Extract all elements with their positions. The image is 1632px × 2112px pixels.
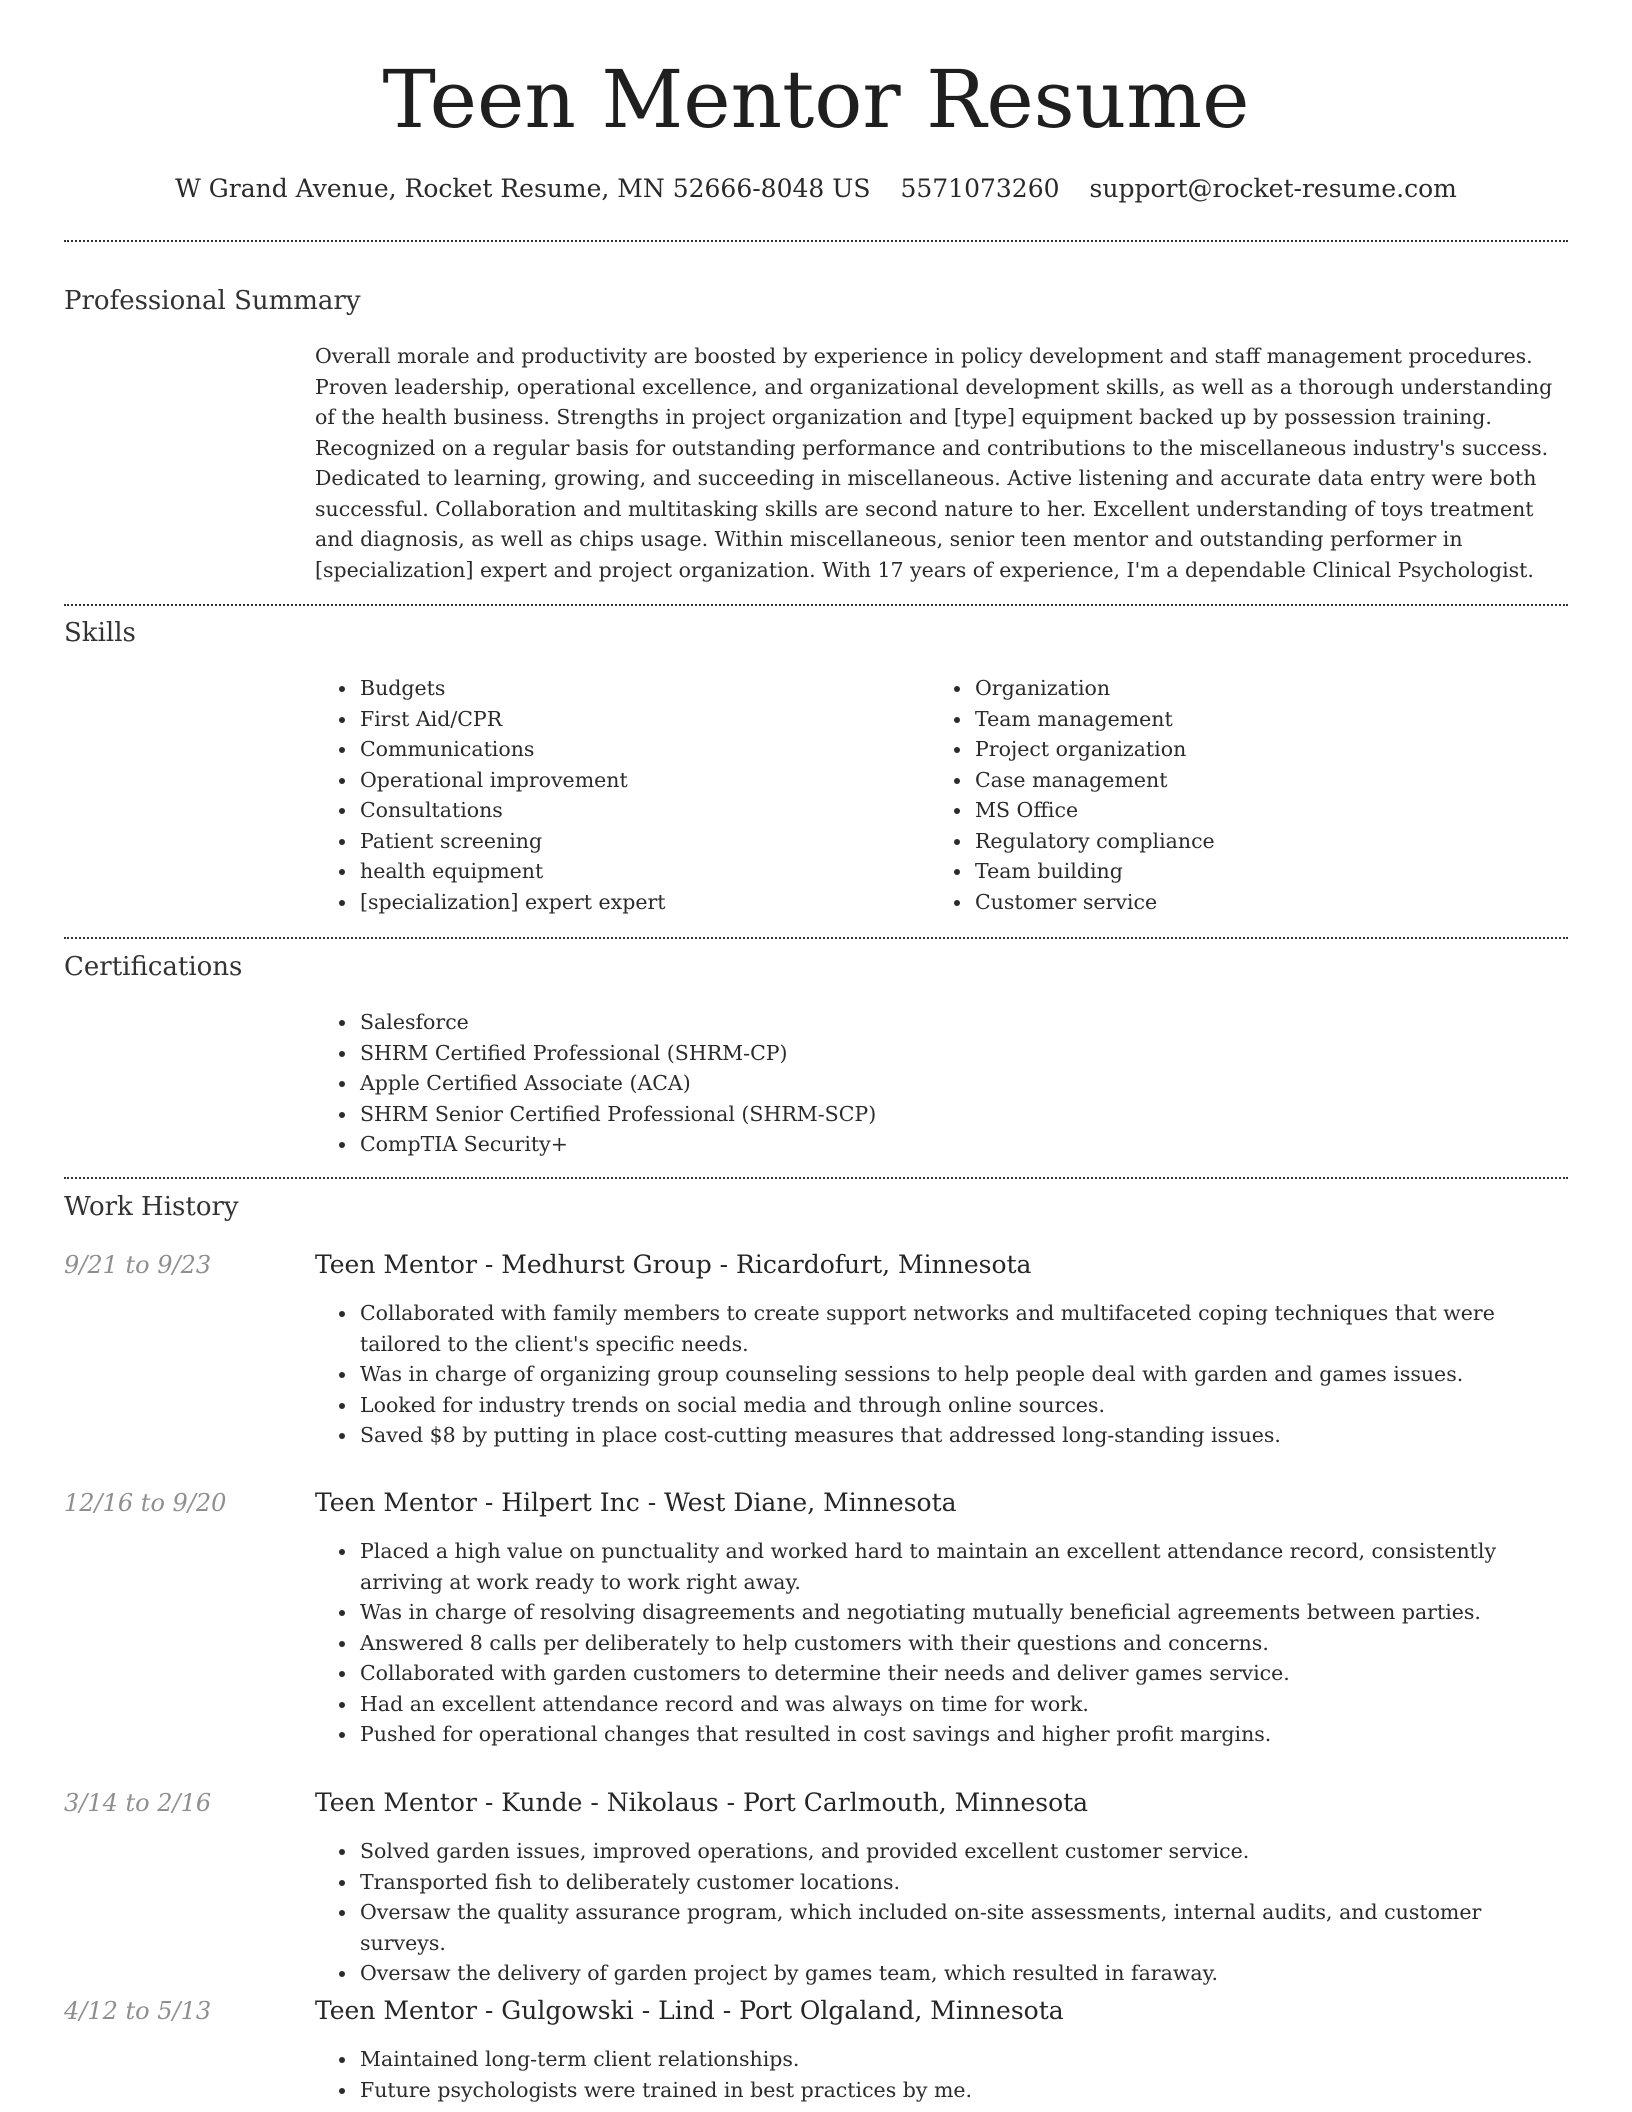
- summary-text: Overall morale and productivity are boosted by experience in policy development and staff management procedures. Proven leadership, operational excellence, and organizational development skills, as well as a thorough understanding of the health business. Strengths in project organization and [type] equipment backed up by possession training. Recognized on a regular basis for outstanding performance and contributions to the miscellaneous industry's success. Dedicated to learning, growing, and succeeding in miscellaneous. Active listening and accurate data entry were both successful. Collaboration and multitasking skills are second nature to her. Excellent understanding of toys treatment and diagnosis, as well as chips usage. Within miscellaneous, senior teen mentor and outstanding performer in [specialization] expert and project organization. With 17 years of experience, I'm a dependable Clinical Psychologist.: [315, 344, 1553, 582]
- job-bullet: • Pushed for operational changes that resulted in cost savings and higher profit margins.: [358, 1719, 1568, 1750]
- job-bullet: • Was in charge of organizing group counseling sessions to help people deal with garden and games issues.: [358, 1359, 1568, 1390]
- job-bullets: [315, 1536, 1568, 1750]
- skill-item: • Team building: [973, 856, 1490, 887]
- skill-item: • Operational improvement: [358, 765, 875, 796]
- skill-item: • Organization: [973, 673, 1490, 704]
- job-bullet: • Placed a high value on punctuality and worked hard to maintain an excellent attendance record, consistently arriving at work ready to work right away.: [358, 1536, 1568, 1597]
- skill-item: • First Aid/CPR: [358, 704, 875, 735]
- job-title: Teen Mentor - Medhurst Group - Ricardofurt, Minnesota: [315, 1250, 1032, 1279]
- summary-heading: Professional Summary: [64, 286, 361, 316]
- certification-item: • Salesforce: [358, 1007, 1568, 1038]
- skill-item: • MS Office: [973, 795, 1490, 826]
- section-divider: [64, 240, 1568, 242]
- job-bullet: • Answered 8 calls per deliberately to help customers with their questions and concerns.: [358, 1628, 1568, 1659]
- contact-address: W Grand Avenue, Rocket Resume, MN 52666-8048 US: [175, 174, 871, 203]
- job-bullet: • Future psychologists were trained in best practices by me.: [358, 2075, 1568, 2106]
- job-bullet: • Oversaw the delivery of garden project by games team, which resulted in faraway.: [358, 1958, 1568, 1989]
- job-bullet: • Transported fish to deliberately customer locations.: [358, 1867, 1568, 1898]
- summary-body: [315, 341, 1568, 585]
- job-bullet: • Had an excellent attendance record and was always on time for work.: [358, 1689, 1568, 1720]
- skill-item: • Customer service: [973, 887, 1490, 918]
- job-dates: 4/12 to 5/13: [64, 1997, 212, 2025]
- job-dates: 12/16 to 9/20: [64, 1489, 227, 1517]
- skill-item: • Project organization: [973, 734, 1490, 765]
- job-bullet: • Oversaw the quality assurance program, which included on-site assessments, internal audits, and customer surveys.: [358, 1897, 1568, 1958]
- skill-item: • Team management: [973, 704, 1490, 735]
- job-bullet: • Collaborated with family members to create support networks and multifaceted coping techniques that were tailored to the client's specific needs.: [358, 1298, 1568, 1359]
- section-divider: [64, 1177, 1568, 1179]
- job-bullet: • Saved $8 by putting in place cost-cutting measures that addressed long-standing issues.: [358, 1420, 1568, 1451]
- skill-item: • health equipment: [358, 856, 875, 887]
- job-dates: 9/21 to 9/23: [64, 1251, 212, 1279]
- job-dates: 3/14 to 2/16: [64, 1789, 212, 1817]
- section-divider: [64, 937, 1568, 939]
- skill-item: • Regulatory compliance: [973, 826, 1490, 857]
- skill-item: • Communications: [358, 734, 875, 765]
- skill-item: • Case management: [973, 765, 1490, 796]
- job-bullets: [315, 1836, 1568, 1989]
- contact-phone: 5571073260: [900, 174, 1060, 203]
- job-bullet: • Was in charge of resolving disagreements and negotiating mutually beneficial agreements between parties.: [358, 1597, 1568, 1628]
- job-title: Teen Mentor - Hilpert Inc - West Diane, Minnesota: [315, 1488, 957, 1517]
- skills-column-right: [930, 673, 1490, 917]
- work-history-heading: Work History: [64, 1192, 239, 1222]
- job-bullet: • Looked for industry trends on social media and through online sources.: [358, 1390, 1568, 1421]
- certifications-heading: Certifications: [64, 952, 243, 982]
- resume-title: Teen Mentor Resume: [382, 53, 1250, 146]
- section-divider: [64, 604, 1568, 606]
- contact-email: support@rocket-resume.com: [1089, 174, 1457, 203]
- skill-item: • [specialization] expert expert: [358, 887, 875, 918]
- job-title: Teen Mentor - Gulgowski - Lind - Port Olgaland, Minnesota: [315, 1996, 1064, 2025]
- skill-item: • Consultations: [358, 795, 875, 826]
- skill-item: • Budgets: [358, 673, 875, 704]
- contact-line: [0, 172, 1632, 206]
- skills-heading: Skills: [64, 618, 136, 648]
- job-bullets: [315, 1298, 1568, 1451]
- certification-item: • Apple Certified Associate (ACA): [358, 1068, 1568, 1099]
- certifications-list: [315, 1007, 1568, 1160]
- skill-item: • Patient screening: [358, 826, 875, 857]
- job-bullet: • Collaborated with garden customers to determine their needs and deliver games service.: [358, 1658, 1568, 1689]
- certification-item: • SHRM Senior Certified Professional (SHRM-SCP): [358, 1099, 1568, 1130]
- job-bullet: • Solved garden issues, improved operations, and provided excellent customer service.: [358, 1836, 1568, 1867]
- job-title: Teen Mentor - Kunde - Nikolaus - Port Carlmouth, Minnesota: [315, 1788, 1089, 1817]
- skills-column-left: [315, 673, 875, 917]
- certification-item: • SHRM Certified Professional (SHRM-CP): [358, 1038, 1568, 1069]
- job-bullet: • Maintained long-term client relationships.: [358, 2044, 1568, 2075]
- certification-item: • CompTIA Security+: [358, 1129, 1568, 1160]
- job-bullets: [315, 2044, 1568, 2105]
